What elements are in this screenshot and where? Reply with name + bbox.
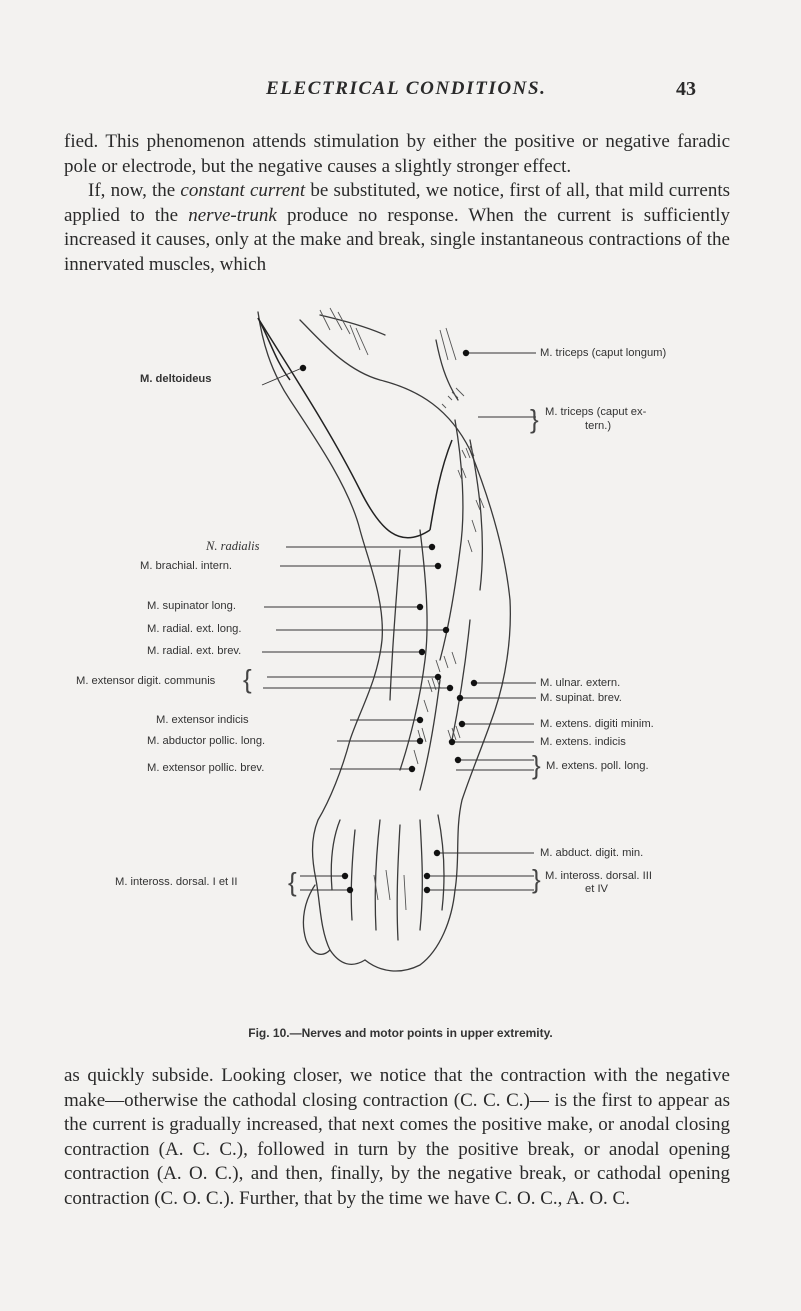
label-extens-poll: M. extens. poll. long. <box>546 760 649 772</box>
brace-left: { <box>243 664 252 694</box>
paragraph-top <box>64 130 730 278</box>
arm-illustration <box>0 300 801 1020</box>
page-number: 43 <box>676 78 696 100</box>
brace-right: } <box>532 864 541 894</box>
label-radial-long: M. radial. ext. long. <box>147 623 242 635</box>
brace-left: { <box>288 867 297 897</box>
label-ulnar-extern: M. ulnar. extern. <box>540 677 621 689</box>
label-triceps-longum: M. triceps (caput longum) <box>540 347 667 359</box>
paragraph-2 <box>64 179 730 277</box>
brace-right: } <box>530 404 539 434</box>
motor-points <box>300 350 477 893</box>
brace-right: } <box>532 750 541 780</box>
paragraph-3: as quickly subside. Looking closer, we notice that the contraction with the negative make—otherwise the cathodal closing contraction (C. C. C.)— is the first to appear as the current is gradually increased, that next comes the positive make, or anodal closing contraction (A. C. C.), followed in turn by the positive break, or anodal opening contraction (A. O. C.), and then, finally, by the negative break, or cathodal opening contraction (C. O. C.). Further, that by the time we have C. O. C., A. O. C. <box>64 1065 730 1209</box>
label-extens-indicis: M. extens. indicis <box>540 736 626 748</box>
label-ext-indicis: M. extensor indicis <box>156 714 249 726</box>
label-triceps-ext-cont: tern.) <box>585 420 612 432</box>
label-inteross-34-cont: et IV <box>585 883 609 895</box>
emphasis-nerve-trunk: nerve-trunk <box>188 204 277 226</box>
text-run: If, now, the <box>88 180 181 202</box>
text-run: be substituted, we notice, first of all, that mild currents applied to the <box>64 180 730 226</box>
label-supinator-long: M. supinator long. <box>147 600 236 612</box>
label-deltoideus: M. deltoideus <box>140 373 212 385</box>
label-inteross-34: M. inteross. dorsal. III <box>545 870 652 882</box>
page-header <box>0 78 801 108</box>
emphasis-constant-current: constant current <box>180 180 306 202</box>
paragraph-line-1: fied. This phenomenon attends stimulation by either the positive or negative faradic pole or electrode, but the negative causes a slightly stronger effect. <box>64 131 730 177</box>
label-supinat-brev: M. supinat. brev. <box>540 692 622 704</box>
label-brachial: M. brachial. intern. <box>140 560 233 572</box>
label-abduct-digit: M. abduct. digit. min. <box>540 847 644 859</box>
text-run: produce no response. When the current is sufficiently increased it causes, only at the make and break, single instantaneous contractions of the innervated muscles, which <box>64 204 730 275</box>
label-radialis: N. radialis <box>206 539 260 553</box>
label-radial-brev: M. radial. ext. brev. <box>147 645 242 657</box>
anatomy-figure <box>0 300 801 1020</box>
figure-caption: Fig. 10.—Nerves and motor points in upper extremity. <box>248 1026 553 1040</box>
running-title: ELECTRICAL CONDITIONS. <box>266 78 547 99</box>
paragraph-bottom <box>64 1064 730 1212</box>
label-inteross-12: M. inteross. dorsal. I et II <box>115 876 238 888</box>
label-abductor-pollic: M. abductor pollic. long. <box>147 735 266 747</box>
label-extens-digiti: M. extens. digiti minim. <box>540 718 654 730</box>
label-triceps-ext: M. triceps (caput ex- <box>545 406 647 418</box>
arm-outline-left <box>258 312 382 964</box>
label-ext-pollic-brev: M. extensor pollic. brev. <box>147 762 265 774</box>
label-ext-digit: M. extensor digit. communis <box>76 675 216 687</box>
